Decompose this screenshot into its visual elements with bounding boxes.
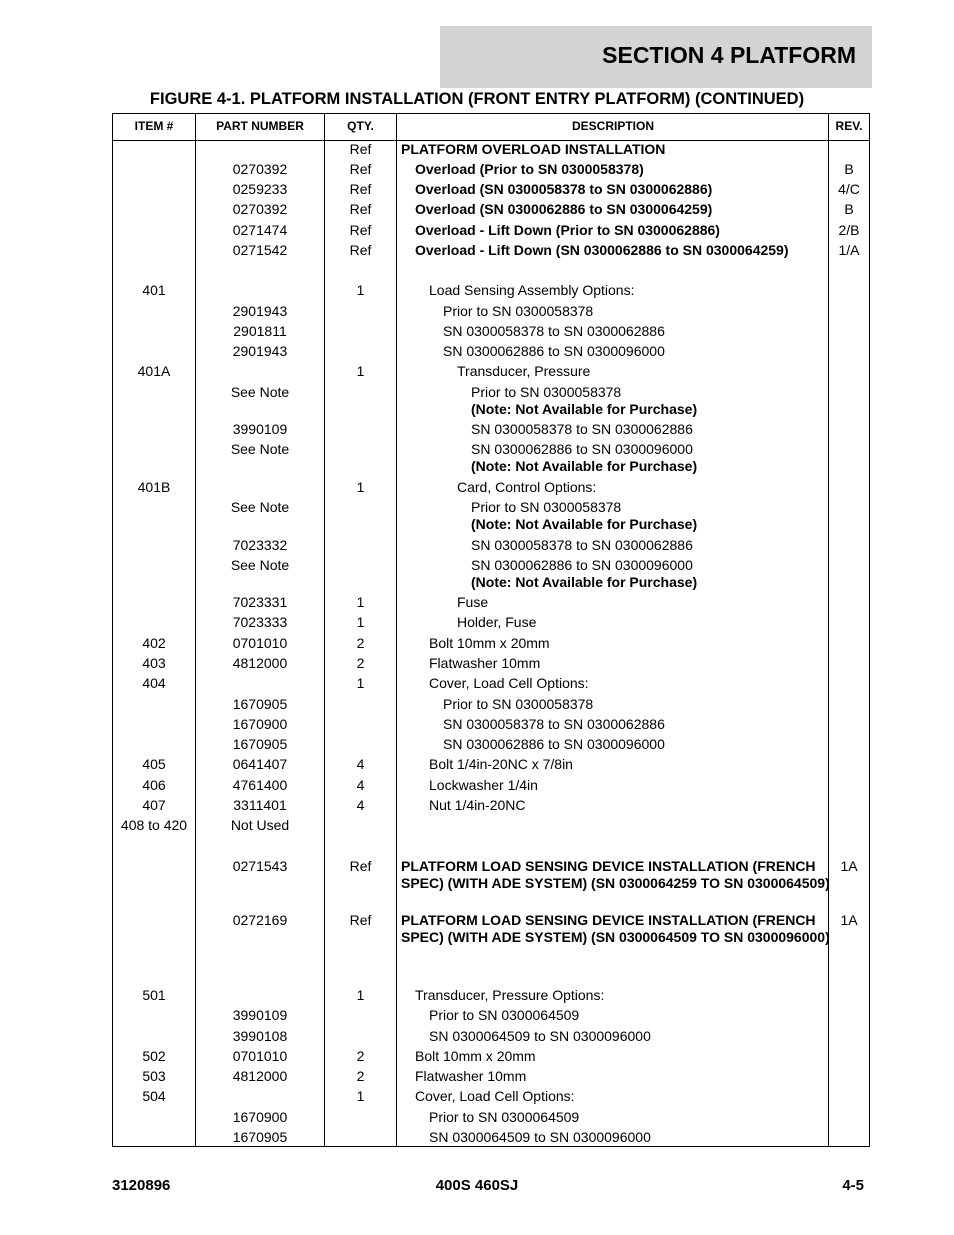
item-number-cell: 401A bbox=[137, 363, 171, 379]
item-number-cell: 503 bbox=[142, 1068, 166, 1084]
description-cell: Bolt 10mm x 20mm bbox=[429, 635, 550, 651]
purchase-note: (Note: Not Available for Purchase) bbox=[471, 401, 698, 417]
description-cell: Load Sensing Assembly Options: bbox=[429, 282, 635, 298]
qty-cell: 1 bbox=[356, 1088, 365, 1104]
description-cell: SN 0300062886 to SN 0300096000 bbox=[443, 736, 665, 752]
description-cell: Prior to SN 0300064509 bbox=[429, 1109, 580, 1125]
description-cell: Cover, Load Cell Options: bbox=[415, 1088, 575, 1104]
qty-cell: 2 bbox=[356, 1048, 365, 1064]
description-cell: SN 0300058378 to SN 0300062886 bbox=[471, 537, 693, 553]
description-cell bbox=[397, 499, 903, 533]
rev-cell: 1A bbox=[840, 912, 858, 928]
description-text: SN 0300062886 to SN 0300096000 bbox=[471, 441, 693, 457]
qty-cell: 4 bbox=[356, 777, 365, 793]
description-text: Prior to SN 0300058378 bbox=[471, 499, 622, 515]
item-number-cell: 405 bbox=[142, 756, 166, 772]
description-cell: PLATFORM OVERLOAD INSTALLATION bbox=[401, 141, 666, 157]
qty-cell: 1 bbox=[356, 282, 365, 298]
description-cell: Lockwasher 1/4in bbox=[429, 777, 538, 793]
qty-cell: 1 bbox=[356, 363, 365, 379]
qty-cell: 1 bbox=[356, 987, 365, 1003]
part-number-cell: 3311401 bbox=[233, 797, 287, 813]
section-banner bbox=[440, 26, 872, 88]
description-cell: Flatwasher 10mm bbox=[415, 1068, 527, 1084]
rev-cell: 4/C bbox=[838, 181, 860, 197]
item-number-cell: 502 bbox=[142, 1048, 166, 1064]
footer-doc-number: 3120896 bbox=[112, 1177, 171, 1194]
qty-cell: Ref bbox=[349, 181, 372, 197]
description-cell: Nut 1/4in-20NC bbox=[429, 797, 526, 813]
qty-cell: Ref bbox=[349, 242, 372, 258]
description-cell: SN 0300064509 to SN 0300096000 bbox=[429, 1129, 651, 1145]
description-cell: Card, Control Options: bbox=[457, 479, 597, 495]
part-number-cell: 0641407 bbox=[232, 756, 288, 772]
description-cell: SN 0300058378 to SN 0300062886 bbox=[471, 421, 693, 437]
part-number-cell: 0271542 bbox=[232, 242, 288, 258]
description-cell: Overload (SN 0300062886 to SN 0300064259) bbox=[415, 201, 713, 217]
description-cell: Overload (SN 0300058378 to SN 0300062886) bbox=[415, 181, 713, 197]
part-number-cell: 0259233 bbox=[232, 181, 288, 197]
description-cell: Transducer, Pressure Options: bbox=[415, 987, 605, 1003]
qty-cell: 2 bbox=[356, 635, 365, 651]
qty-cell: Ref bbox=[349, 222, 372, 238]
section-title: SECTION 4 PLATFORM bbox=[602, 42, 856, 68]
qty-cell: 2 bbox=[356, 1068, 365, 1084]
description-cell: Bolt 1/4in-20NC x 7/8in bbox=[429, 756, 573, 772]
item-number-cell: 406 bbox=[142, 777, 166, 793]
part-number-cell: 7023333 bbox=[232, 614, 288, 630]
part-number-cell: 0701010 bbox=[232, 1048, 288, 1064]
qty-cell: Ref bbox=[349, 858, 372, 874]
qty-cell: 1 bbox=[356, 675, 365, 691]
description-cell: Prior to SN 0300058378 bbox=[443, 303, 594, 319]
part-number-cell: 3990108 bbox=[232, 1028, 288, 1044]
part-number-cell: Not Used bbox=[230, 817, 290, 833]
part-number-cell: 1670905 bbox=[232, 696, 288, 712]
description-cell: PLATFORM LOAD SENSING DEVICE INSTALLATION (FRENCH SPEC) (WITH ADE SYSTEM) (SN 0300064259 TO SN 0300064509) bbox=[401, 858, 830, 891]
description-cell bbox=[397, 557, 903, 591]
qty-cell: Ref bbox=[349, 912, 372, 928]
part-number-cell: 0271474 bbox=[232, 222, 288, 238]
part-number-cell: See Note bbox=[230, 441, 290, 457]
qty-cell: Ref bbox=[349, 201, 372, 217]
description-cell: Prior to SN 0300064509 bbox=[429, 1007, 580, 1023]
column-header-rev: REV. bbox=[835, 119, 863, 133]
rev-cell: B bbox=[844, 161, 854, 177]
description-cell: Flatwasher 10mm bbox=[429, 655, 541, 671]
qty-cell: 1 bbox=[356, 614, 365, 630]
rev-cell: B bbox=[844, 201, 854, 217]
description-cell: Bolt 10mm x 20mm bbox=[415, 1048, 536, 1064]
part-number-cell: 0701010 bbox=[232, 635, 288, 651]
description-cell: Overload - Lift Down (Prior to SN 0300062886) bbox=[415, 222, 720, 238]
part-number-cell: 7023332 bbox=[232, 537, 288, 553]
qty-cell: 4 bbox=[356, 797, 365, 813]
description-cell: SN 0300064509 to SN 0300096000 bbox=[429, 1028, 651, 1044]
part-number-cell: 2901811 bbox=[233, 323, 287, 339]
item-number-cell: 402 bbox=[142, 635, 166, 651]
rev-cell: 1/A bbox=[838, 242, 860, 258]
part-number-cell: 1670905 bbox=[232, 1129, 288, 1145]
description-cell bbox=[397, 441, 903, 475]
part-number-cell: 4812000 bbox=[232, 1068, 288, 1084]
column-divider bbox=[195, 114, 196, 1146]
qty-cell: 1 bbox=[356, 479, 365, 495]
item-number-cell: 404 bbox=[142, 675, 166, 691]
item-number-cell: 403 bbox=[142, 655, 166, 671]
description-text: Prior to SN 0300058378 bbox=[471, 384, 622, 400]
description-cell: Cover, Load Cell Options: bbox=[429, 675, 589, 691]
description-cell: SN 0300058378 to SN 0300062886 bbox=[443, 716, 665, 732]
part-number-cell: 0271543 bbox=[232, 858, 288, 874]
item-number-cell: 504 bbox=[142, 1088, 166, 1104]
part-number-cell: 2901943 bbox=[232, 343, 288, 359]
item-number-cell: 401 bbox=[142, 282, 166, 298]
part-number-cell: 3990109 bbox=[232, 421, 288, 437]
purchase-note: (Note: Not Available for Purchase) bbox=[471, 516, 698, 532]
description-cell: Overload - Lift Down (SN 0300062886 to SN 0300064259) bbox=[415, 242, 789, 258]
purchase-note: (Note: Not Available for Purchase) bbox=[471, 458, 698, 474]
column-header-qty: QTY. bbox=[347, 119, 374, 133]
item-number-cell: 401B bbox=[137, 479, 171, 495]
part-number-cell: 0270392 bbox=[232, 201, 288, 217]
qty-cell: Ref bbox=[349, 161, 372, 177]
item-number-cell: 501 bbox=[142, 987, 166, 1003]
column-header-item: ITEM # bbox=[134, 119, 174, 133]
footer-model: 400S 460SJ bbox=[435, 1177, 519, 1194]
qty-cell: 2 bbox=[356, 655, 365, 671]
part-number-cell: 0270392 bbox=[232, 161, 288, 177]
part-number-cell: 7023331 bbox=[232, 594, 288, 610]
description-cell: Fuse bbox=[457, 594, 489, 610]
part-number-cell: 3990109 bbox=[232, 1007, 288, 1023]
part-number-cell: See Note bbox=[230, 384, 290, 400]
qty-cell: Ref bbox=[349, 141, 372, 157]
part-number-cell: 1670905 bbox=[232, 736, 288, 752]
description-cell: Holder, Fuse bbox=[457, 614, 537, 630]
part-number-cell: 1670900 bbox=[232, 1109, 288, 1125]
description-cell: Prior to SN 0300058378 bbox=[443, 696, 594, 712]
description-cell: SN 0300062886 to SN 0300096000 bbox=[443, 343, 665, 359]
part-number-cell: 2901943 bbox=[232, 303, 288, 319]
column-header-description: DESCRIPTION bbox=[571, 119, 654, 133]
part-number-cell: 4761400 bbox=[232, 777, 288, 793]
part-number-cell: 4812000 bbox=[232, 655, 288, 671]
description-cell bbox=[397, 384, 903, 418]
description-cell: Overload (Prior to SN 0300058378) bbox=[415, 161, 644, 177]
description-cell: SN 0300058378 to SN 0300062886 bbox=[443, 323, 665, 339]
part-number-cell: See Note bbox=[230, 499, 290, 515]
rev-cell: 2/B bbox=[838, 222, 860, 238]
item-number-cell: 407 bbox=[142, 797, 166, 813]
figure-title: FIGURE 4-1. PLATFORM INSTALLATION (FRONT ENTRY PLATFORM) (CONTINUED) bbox=[149, 90, 805, 108]
item-number-cell: 408 to 420 bbox=[120, 817, 188, 833]
description-text: SN 0300062886 to SN 0300096000 bbox=[471, 557, 693, 573]
qty-cell: 1 bbox=[356, 594, 365, 610]
part-number-cell: 0272169 bbox=[232, 912, 288, 928]
description-cell: Transducer, Pressure bbox=[457, 363, 591, 379]
description-cell: PLATFORM LOAD SENSING DEVICE INSTALLATION (FRENCH SPEC) (WITH ADE SYSTEM) (SN 0300064509 TO SN 0300096000) bbox=[401, 912, 830, 945]
parts-table bbox=[112, 113, 870, 1147]
part-number-cell: See Note bbox=[230, 557, 290, 573]
part-number-cell: 1670900 bbox=[232, 716, 288, 732]
column-header-part-number: PART NUMBER bbox=[216, 119, 304, 133]
purchase-note: (Note: Not Available for Purchase) bbox=[471, 574, 698, 590]
footer-page-number: 4-5 bbox=[842, 1177, 864, 1194]
qty-cell: 4 bbox=[356, 756, 365, 772]
rev-cell: 1A bbox=[840, 858, 858, 874]
